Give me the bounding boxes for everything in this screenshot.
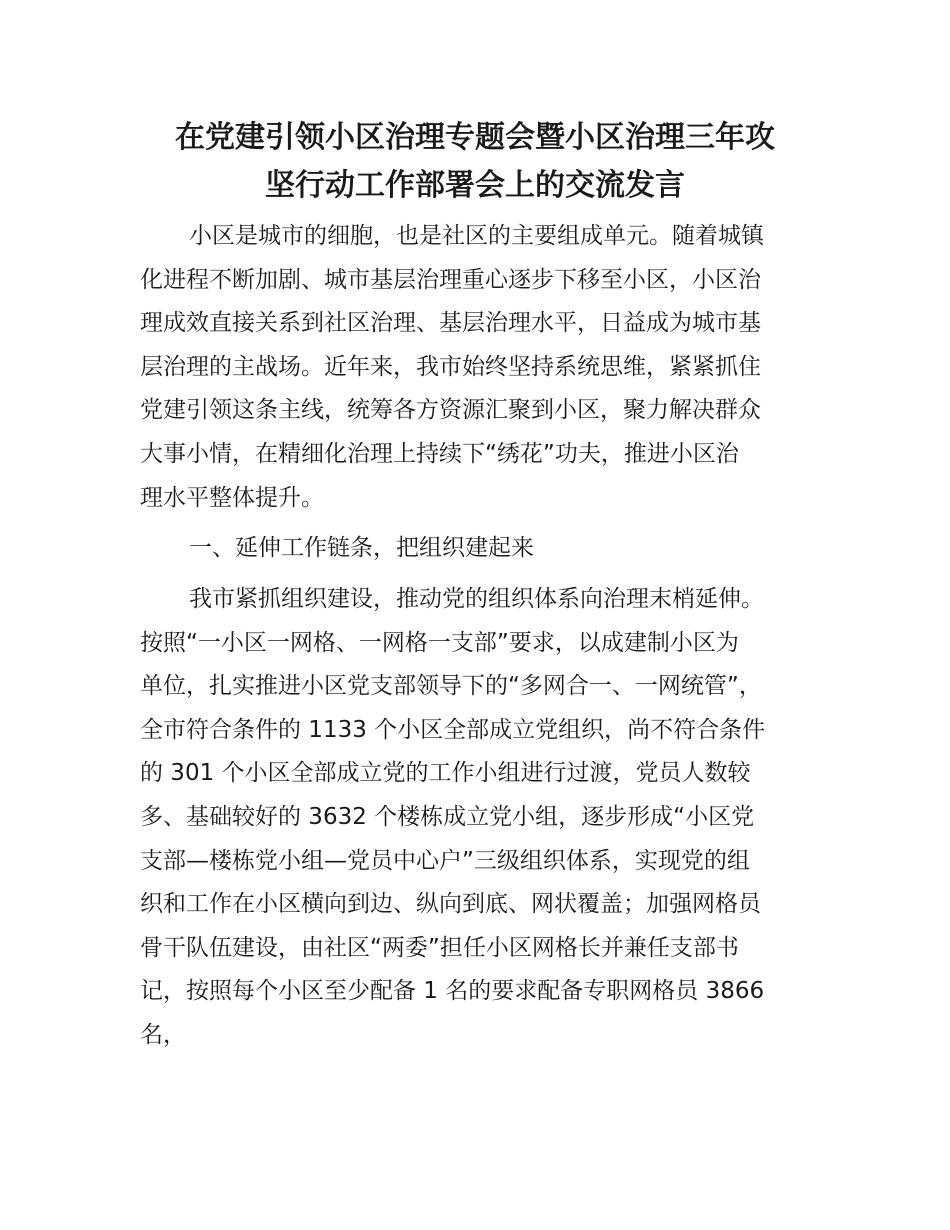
paragraph-line: 支部—楼栋党小组—党员中心户”三级组织体系，实现党的组: [140, 847, 750, 874]
title-line: 在党建引领小区治理专题会暨小区治理三年攻: [175, 120, 775, 155]
paragraph-line: 大事小情，在精细化治理上持续下“绣花”功夫，推进小区治: [140, 440, 739, 467]
section-heading-text: 一、延伸工作链条，把组织建起来: [189, 535, 534, 561]
paragraph-line: 我市紧抓组织建设，推动党的组织体系向治理末梢延伸。: [189, 586, 764, 612]
paragraph-line: 化进程不断加剧、城市基层治理重心逐步下移至小区，小区治: [140, 266, 761, 293]
paragraph-line: 骨干队伍建设，由社区“两委”担任小区网格长并兼任支部书: [140, 934, 739, 961]
paragraph-line: 名，: [140, 1021, 186, 1048]
paragraph-line: 织和工作在小区横向到边、纵向到底、网状覆盖；加强网格员: [140, 891, 761, 918]
paragraph-line: 的 301 个小区全部成立党的工作小组进行过渡，党员人数较: [140, 760, 751, 787]
paragraph-organization: [140, 578, 830, 1058]
paragraph-line: 层治理的主战场。近年来，我市始终坚持系统思维，紧紧抓住: [140, 353, 761, 380]
section-heading: [140, 527, 830, 571]
paragraph-line: 按照“一小区一网格、一网格一支部”要求，以成建制小区为: [140, 629, 739, 656]
paragraph-line: 记，按照每个小区至少配备 1 名的要求配备专职网格员 3866: [140, 978, 765, 1005]
paragraph-line: 理水平整体提升。: [140, 484, 324, 511]
document-title: [100, 114, 850, 210]
paragraph-line: 全市符合条件的 1133 个小区全部成立党组织，尚不符合条件: [140, 716, 766, 743]
paragraph-line: 小区是城市的细胞，也是社区的主要组成单元。随着城镇: [189, 223, 764, 249]
paragraph-line: 党建引领这条主线，统筹各方资源汇聚到小区，聚力解决群众: [140, 397, 761, 424]
paragraph-line: 理成效直接关系到社区治理、基层治理水平，日益成为城市基: [140, 310, 761, 337]
paragraph-line: 单位，扎实推进小区党支部领导下的“多网合一、一网统管”，: [140, 673, 762, 700]
paragraph-line: 多、基础较好的 3632 个楼栋成立党小组，逐步形成“小区党: [140, 803, 755, 830]
title-line: 坚行动工作部署会上的交流发言: [265, 168, 685, 203]
paragraph-intro: [140, 215, 830, 520]
